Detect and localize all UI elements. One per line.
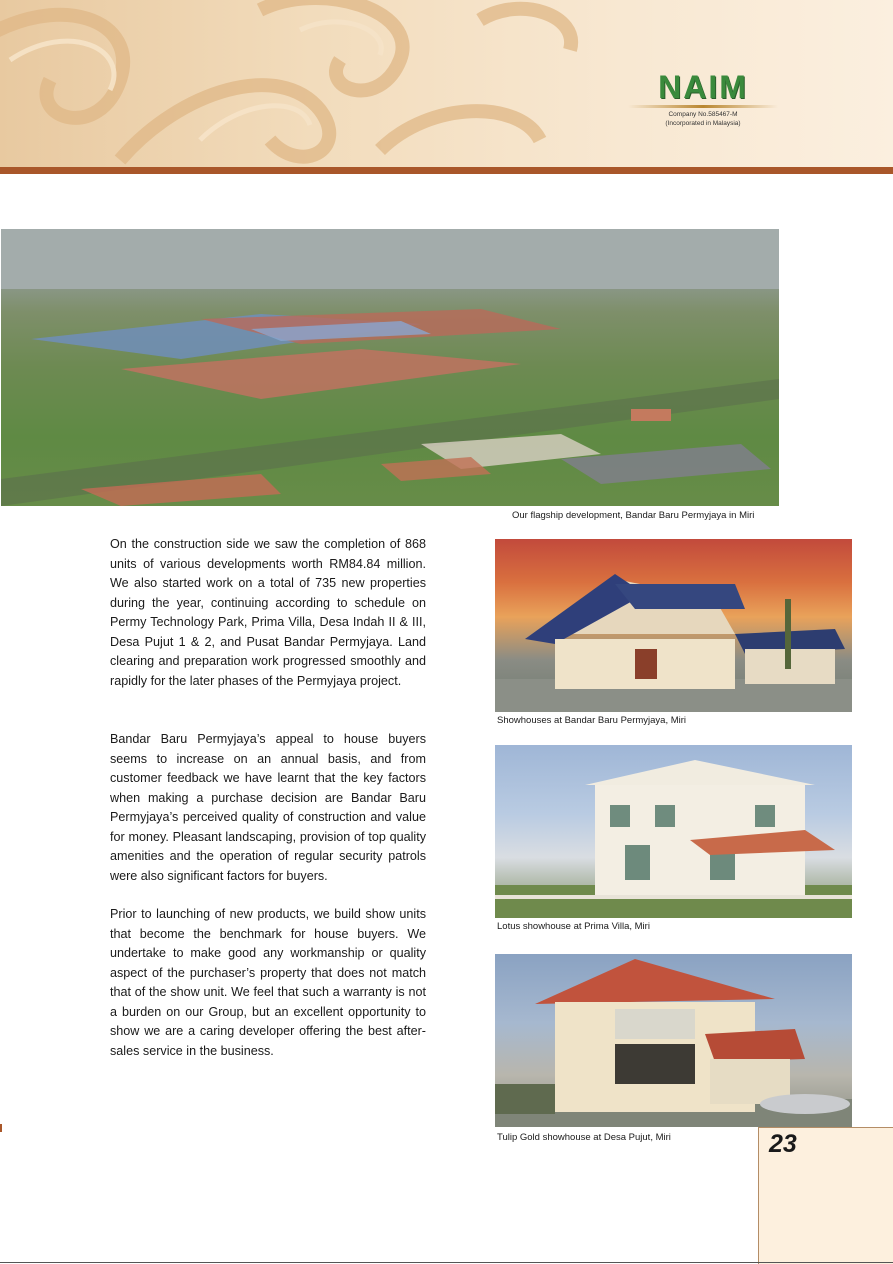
paragraph-show-units: Prior to launching of new products, we build show units that become the benchmark for house buyers. We undertake to make good any workmanship or quality aspect of the purchaser’s property that does not match that of the show unit. We feel that such a warranty is not a burden on our Group, but an excellent opportunity to show we are a caring developer offering the best after-sales service in the business. — [110, 907, 426, 1058]
aerial-caption: Our flagship development, Bandar Baru Permyjaya in Miri — [512, 510, 755, 521]
photo-1-caption: Showhouses at Bandar Baru Permyjaya, Miri — [497, 715, 687, 726]
showhouse-photo-3 — [495, 954, 852, 1127]
showhouse-photo-3-graphic — [495, 954, 852, 1127]
logo-underline — [628, 105, 778, 108]
aerial-photo — [1, 229, 779, 506]
showhouse-photo-2-graphic — [495, 745, 852, 918]
showhouse-photo-1 — [495, 539, 852, 712]
showhouse-photo-2 — [495, 745, 852, 918]
header-banner — [0, 0, 893, 167]
page-number: 23 — [769, 1130, 797, 1158]
company-incorporation: (Incorporated in Malaysia) — [665, 120, 741, 127]
photo-2-caption: Lotus showhouse at Prima Villa, Miri — [497, 921, 650, 932]
company-logo — [618, 70, 788, 128]
logo-name-text: NAIM — [658, 69, 748, 105]
logo-wordmark — [618, 70, 788, 104]
paragraph-appeal: Bandar Baru Permyjaya’s appeal to house buyers seems to increase on an annual basis, and from customer feedback we have learnt that the key factors when making a purchase decision are Bandar Baru Permyjaya’s perceived quality of construction and value for money. Pleasant landscaping, provision of top quality amenities and the operation of regular security patrols were also significant factors for buyers. — [110, 732, 426, 883]
company-number: Company No.585467-M — [668, 111, 738, 118]
photo-3-caption: Tulip Gold showhouse at Desa Pujut, Miri — [497, 1132, 671, 1143]
header-divider — [0, 167, 893, 174]
bottom-rule — [0, 1262, 893, 1263]
paragraph-construction: On the construction side we saw the completion of 868 units of various developments worth RM84.84 million. We also started work on a total of 735 new properties during the year, continuing according to schedule on Permy Technology Park, Prima Villa, Desa Indah II & III, Desa Pujut 1 & 2, and Pusat Bandar Permyjaya. Land clearing and preparation work progressed smoothly and rapidly for the later phases of the Permyjaya project. — [110, 537, 426, 688]
aerial-photo-graphic — [1, 229, 779, 506]
showhouse-photo-1-graphic — [495, 539, 852, 712]
page-number-box — [758, 1127, 893, 1264]
left-margin-marker — [0, 1124, 2, 1132]
